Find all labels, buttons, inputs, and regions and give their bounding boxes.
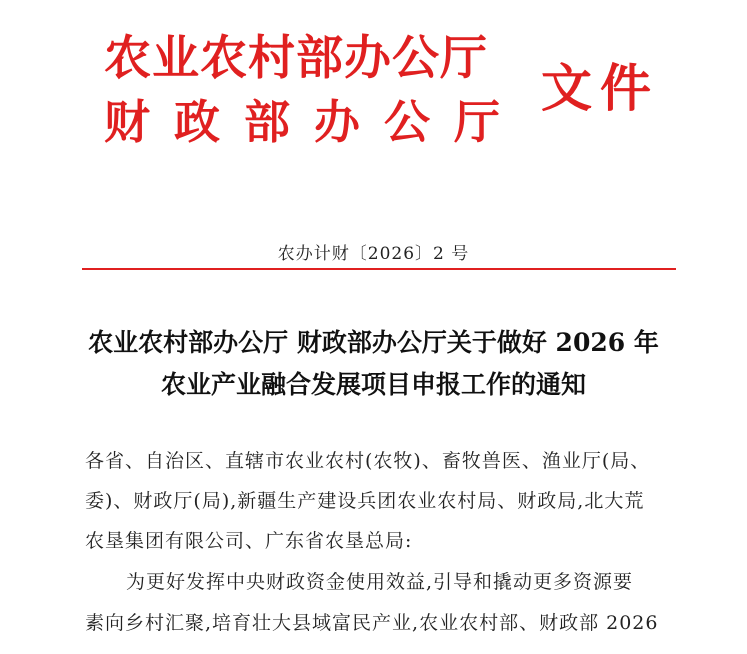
body-paragraph-line: 各省、自治区、直辖市农业农村(农牧)、畜牧兽医、渔业厅(局、 (85, 450, 651, 472)
notice-title-line-2: 农业产业融合发展项目申报工作的通知 (160, 370, 586, 399)
body-paragraph-line: 农垦集团有限公司、广东省农垦总局: (85, 530, 413, 552)
document-number: 农办计财〔2026〕2 号 (277, 244, 470, 264)
document-type-label: 文件 (541, 59, 660, 119)
body-paragraph-line: 为更好发挥中央财政资金使用效益,引导和撬动更多资源要 (126, 571, 634, 593)
notice-title-line-1: 农业农村部办公厅 财政部办公厅关于做好 2026 年 (88, 328, 659, 357)
document-header (0, 0, 747, 300)
body-paragraph-line: 素向乡村汇聚,培育壮大县域富民产业,农业农村部、财政部 2026 (85, 612, 659, 634)
issuer-name-2: 财政部办公厅 (104, 95, 524, 149)
header-divider-line (82, 268, 676, 270)
issuer-name-1: 农业农村部办公厅 (104, 31, 488, 86)
body-paragraph-line: 委)、财政厅(局),新疆生产建设兵团农业农村局、财政局,北大荒 (85, 490, 645, 512)
